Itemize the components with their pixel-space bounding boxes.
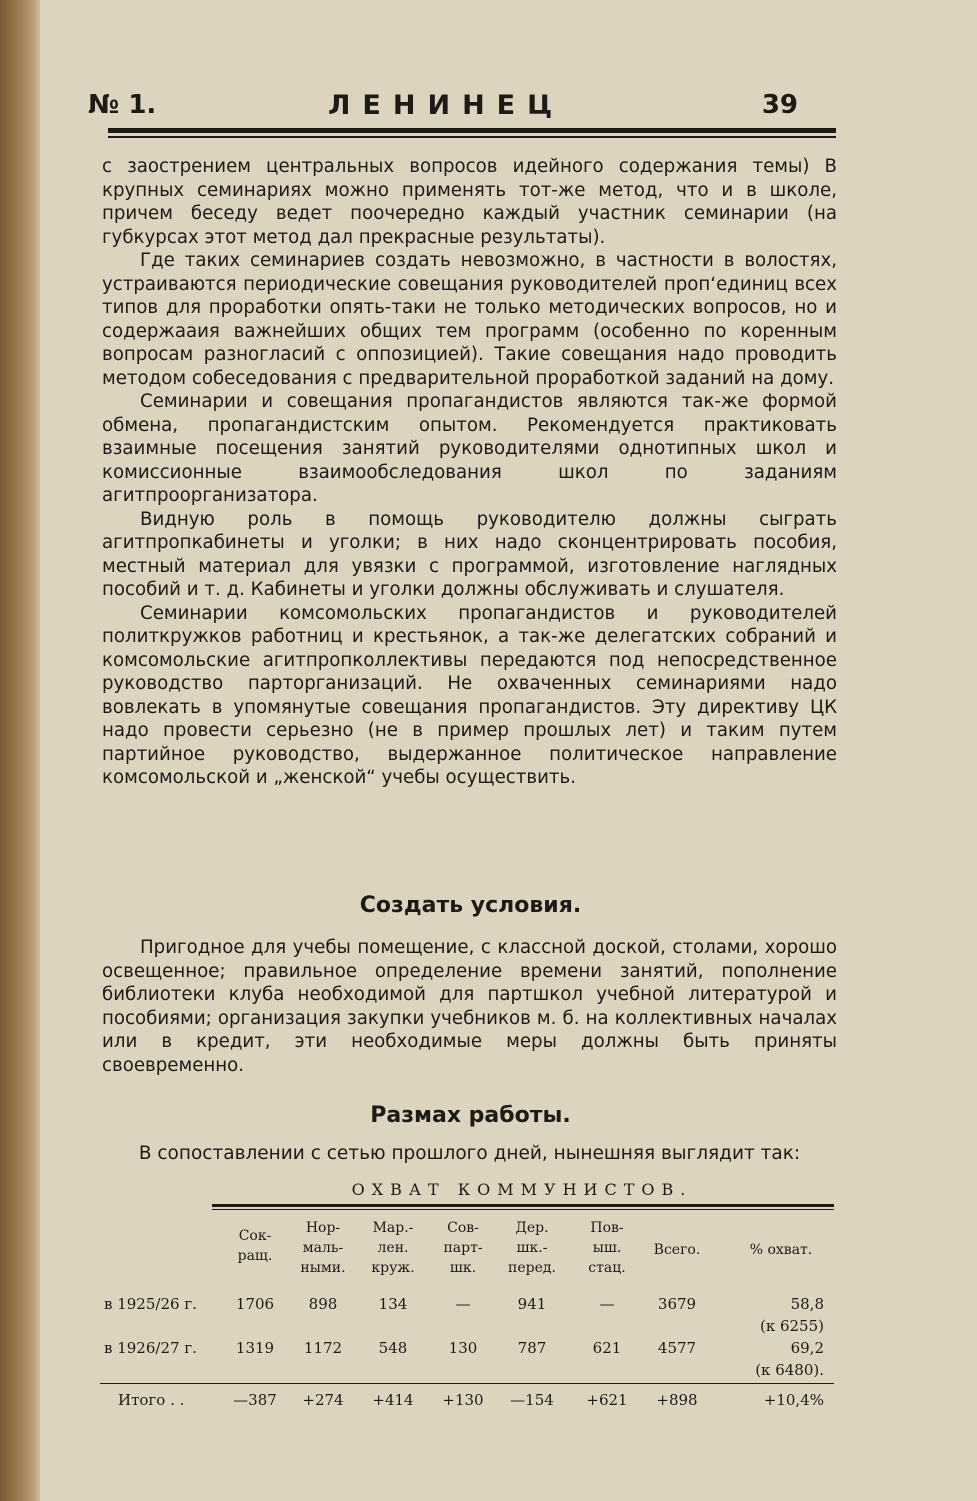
table-rule-top-thin bbox=[212, 1209, 834, 1210]
paragraph: с заострением центральных вопросов идейного содержания темы) В крупных семинариях можно применять тот-же метод, что и в школе, причем беседу ведет поочередно каждый участник семинарии (на губкурсах этот метод дал прекрасные результаты). bbox=[102, 156, 837, 248]
table-column-header: Нор- маль- ными. bbox=[300, 1220, 346, 1276]
table-cell: 134 bbox=[378, 1295, 408, 1313]
header-rule-thick bbox=[108, 128, 836, 133]
table-column-header: Пов- ыш. стац. bbox=[588, 1220, 626, 1276]
paragraph: Пригодное для учебы помещение, с классной доской, столами, хорошо освещенное; правильное определение времени занятий, пополнение библиотеки клуба необходимой для партшкол учебной литературой и пособиями; организация закупки учебников м. б. на коллективных началах или в кредит, эти необходимые меры должны быть приняты своевременно. bbox=[102, 937, 837, 1076]
table-cell: —387 bbox=[233, 1391, 277, 1409]
table-rule-total bbox=[100, 1383, 834, 1384]
table-column-header: Дер. шк.- перед. bbox=[508, 1220, 556, 1276]
table-cell: 621 bbox=[592, 1339, 622, 1357]
table-column-header: Сов- парт- шк. bbox=[443, 1220, 483, 1276]
table-rule-top bbox=[212, 1204, 834, 1207]
table-cell: 3679 bbox=[657, 1295, 697, 1313]
paragraph: Семинарии и совещания пропагандистов являются так-же формой обмена, пропагандистским опытом. Рекомендуется практиковать взаимные посещения занятий руководителями однотипных школ и комиссионные взаимообследования школ по заданиям агитпроорганизатора. bbox=[102, 391, 837, 506]
conditions-text bbox=[102, 936, 837, 1077]
header-rule-thin bbox=[108, 136, 836, 138]
section-heading-scope: Размах работы. bbox=[370, 1103, 571, 1128]
table-cell-percent: 58,8 (к 6255) bbox=[759, 1295, 824, 1335]
book-spine bbox=[0, 0, 40, 1501]
table-cell: 4577 bbox=[657, 1339, 697, 1357]
table-cell: 1319 bbox=[235, 1339, 275, 1357]
table-column-header: Сок- ращ. bbox=[237, 1228, 273, 1264]
table-cell: 1172 bbox=[303, 1339, 343, 1357]
running-header bbox=[88, 86, 798, 126]
body-text bbox=[102, 155, 837, 790]
section-heading-conditions: Создать условия. bbox=[359, 893, 582, 918]
table-cell: 1706 bbox=[235, 1295, 275, 1313]
table-cell: +274 bbox=[302, 1391, 344, 1409]
table-cell: +621 bbox=[586, 1391, 628, 1409]
table-cell: 548 bbox=[378, 1339, 408, 1357]
paragraph: Семинарии комсомольских пропагандистов и руководителей политкружков работниц и крестьянок, а так-же делегатских собраний и комсомольские агитпропколлективы передаются под непосредственное руководство парторганизаций. Не охваченных семинариями надо вовлекать в упомянутые совещания пропагандистов. Эту директиву ЦК надо провести серьезно (не в пример прошлых лет) и таким путем партийное руководство, выдержанное политическое направление комсомольской и „женской“ учебы осуществить. bbox=[102, 602, 837, 788]
journal-title: ЛЕНИНЕЦ bbox=[328, 90, 565, 121]
table-row-label: в 1926/27 г. bbox=[104, 1339, 197, 1357]
paragraph: Где таких семинариев создать невозможно, в частности в волостях, устраиваются периодические совещания руководителей проп‘единиц всех типов для проработки опять-таки не только методических вопросов, но и содержааия важнейших общих тем программ (особенно по коренным вопросам разногласий с оппозицией). Такие совещания надо проводить методом собеседования с предварительной проработкой заданий на дому. bbox=[102, 250, 837, 389]
table-intro: В сопоставлении с сетью прошлого дней, нынешняя выглядит так: bbox=[138, 1143, 801, 1164]
issue-number: № 1. bbox=[88, 90, 157, 120]
table-cell: 898 bbox=[308, 1295, 338, 1313]
table-cell: 787 bbox=[517, 1339, 547, 1357]
table-column-header: Всего. bbox=[653, 1242, 701, 1258]
table-cell: —154 bbox=[510, 1391, 554, 1409]
table-cell: — bbox=[455, 1295, 471, 1313]
table-cell: +414 bbox=[372, 1391, 414, 1409]
table-cell-percent: +10,4% bbox=[763, 1391, 824, 1409]
table-cell: +130 bbox=[442, 1391, 484, 1409]
table-cell: 130 bbox=[448, 1339, 478, 1357]
table-caption: ОХВАТ КОММУНИСТОВ. bbox=[351, 1180, 693, 1199]
table-cell: 941 bbox=[517, 1295, 547, 1313]
table-column-header: Мар.- лен. круж. bbox=[371, 1220, 415, 1276]
paragraph: Видную роль в помощь руководителю должны сыграть агитпропкабинеты и уголки; в них надо сконцентрировать пособия, местный материал для увязки с программой, изготовление наглядных пособий и т. д. Кабинеты и уголки должны обслуживать и слушателя. bbox=[102, 508, 837, 600]
table-cell: — bbox=[599, 1295, 615, 1313]
table-column-header: % охват. bbox=[749, 1242, 813, 1258]
table-cell-percent: 69,2 (к 6480). bbox=[755, 1339, 824, 1379]
table-cell: +898 bbox=[656, 1391, 698, 1409]
page-number: 39 bbox=[761, 90, 798, 120]
table-row-label: в 1925/26 г. bbox=[104, 1295, 197, 1313]
table-row-label: Итого . . bbox=[118, 1391, 185, 1409]
